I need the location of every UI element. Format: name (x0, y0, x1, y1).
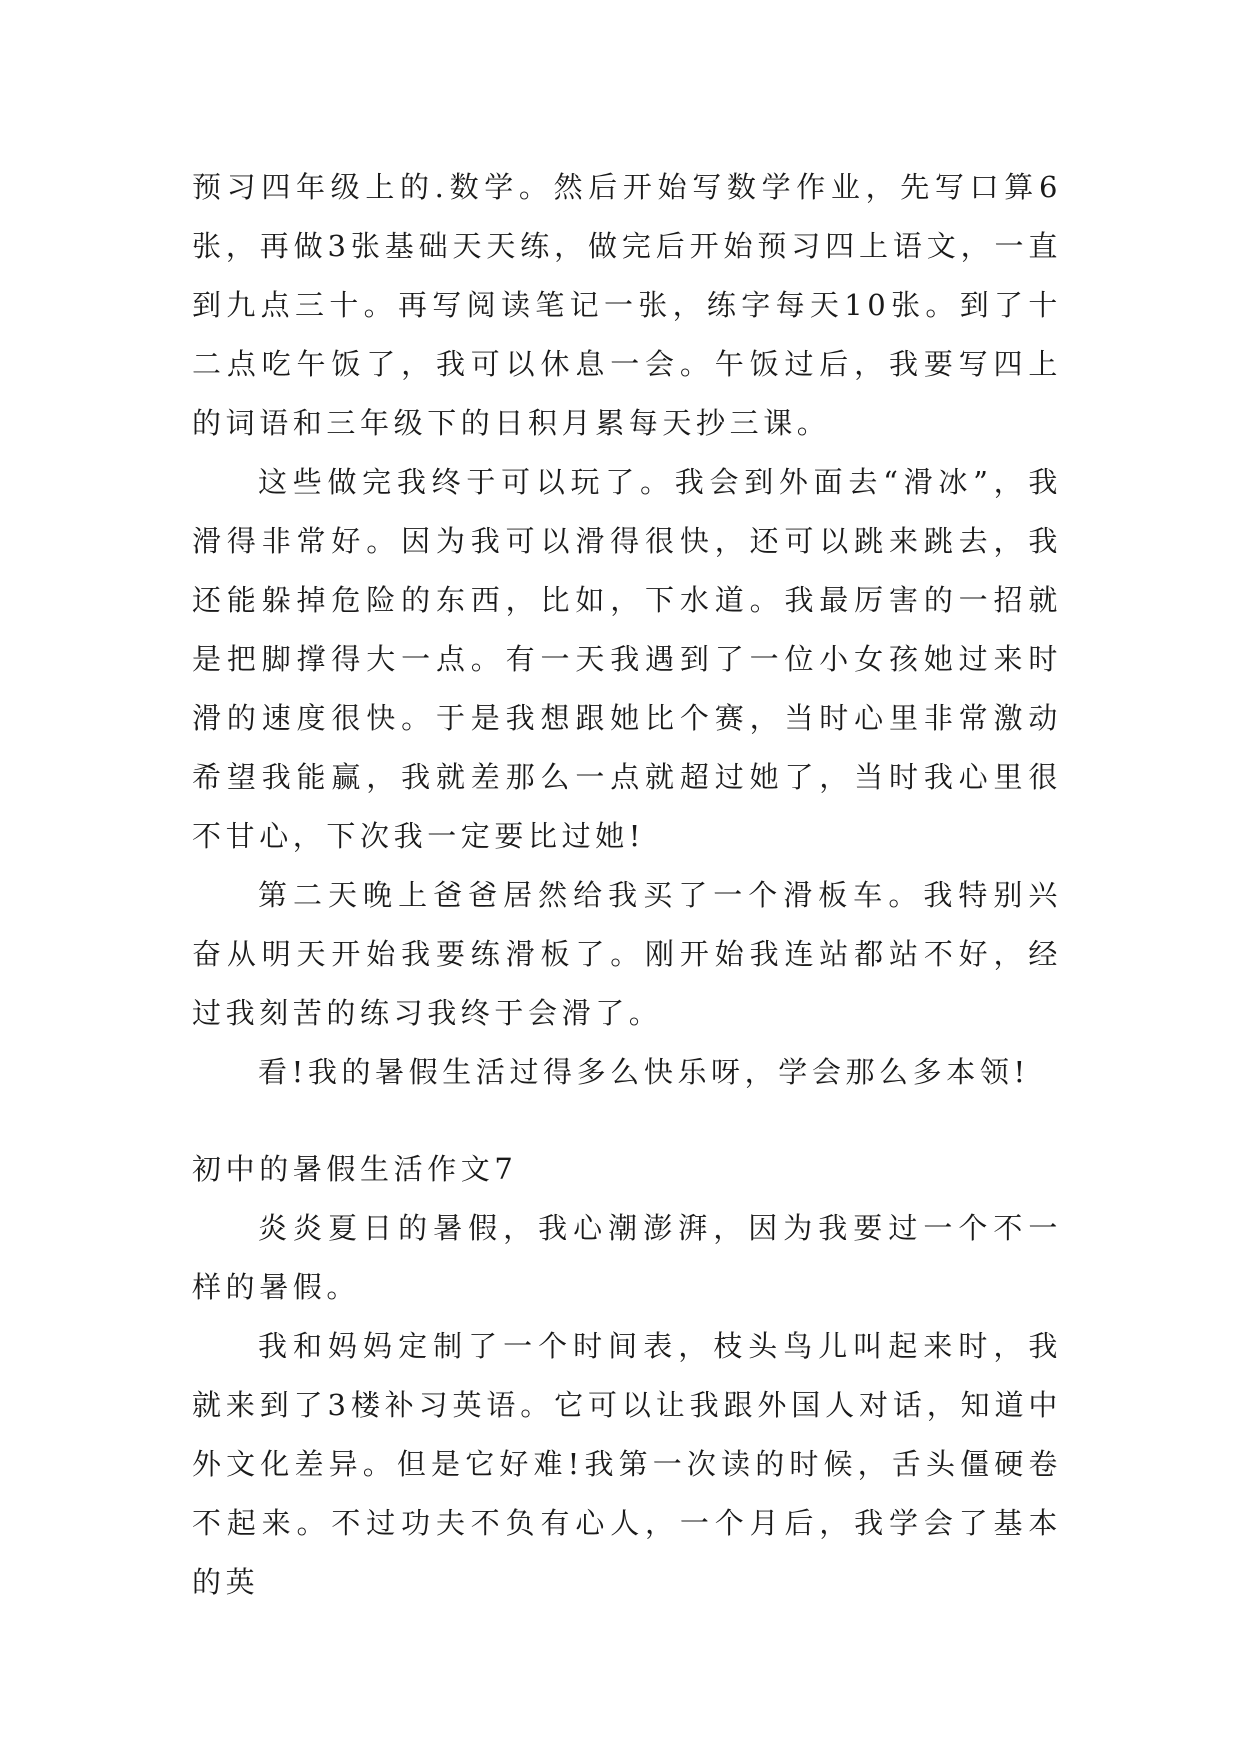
paragraph-skating: 这些做完我终于可以玩了。我会到外面去“滑冰”，我滑得非常好。因为我可以滑得很快，还可以跳来跳去，我还能躲掉危险的东西，比如，下水道。我最厉害的一招就是把脚撑得大一点。有一天我遇到了一位小女孩她过来时滑的速度很快。于是我想跟她比个赛，当时心里非常激动希望我能赢，我就差那么一点就超过她了，当时我心里很不甘心，下次我一定要比过她! (192, 465, 1062, 853)
paragraph-scooter: 第二天晚上爸爸居然给我买了一个滑板车。我特别兴奋从明天开始我要练滑板了。刚开始我连站都站不好，经过我刻苦的练习我终于会滑了。 (192, 878, 1062, 1030)
paragraph-study-plan: 预习四年级上的.数学。然后开始写数学作业，先写口算6张，再做3张基础天天练，做完后开始预习四上语文，一直到九点三十。再写阅读笔记一张，练字每天10张。到了十二点吃午饭了，我可以休息一会。午饭过后，我要写四上的词语和三年级下的日积月累每天抄三课。 (192, 170, 1062, 440)
paragraph-summer-intro: 炎炎夏日的暑假，我心潮澎湃，因为我要过一个不一样的暑假。 (192, 1211, 1062, 1304)
paragraph-english-study: 我和妈妈定制了一个时间表，枝头鸟儿叫起来时，我就来到了3楼补习英语。它可以让我跟外国人对话，知道中外文化差异。但是它好难!我第一次读的时候，舌头僵硬卷不起来。不过功夫不负有心人，一个月后，我学会了基本的英 (192, 1329, 1062, 1599)
section-title: 初中的暑假生活作文7 (192, 1152, 518, 1186)
paragraph-conclusion: 看!我的暑假生活过得多么快乐呀，学会那么多本领! (258, 1055, 1030, 1089)
document-page (192, 158, 1062, 1612)
